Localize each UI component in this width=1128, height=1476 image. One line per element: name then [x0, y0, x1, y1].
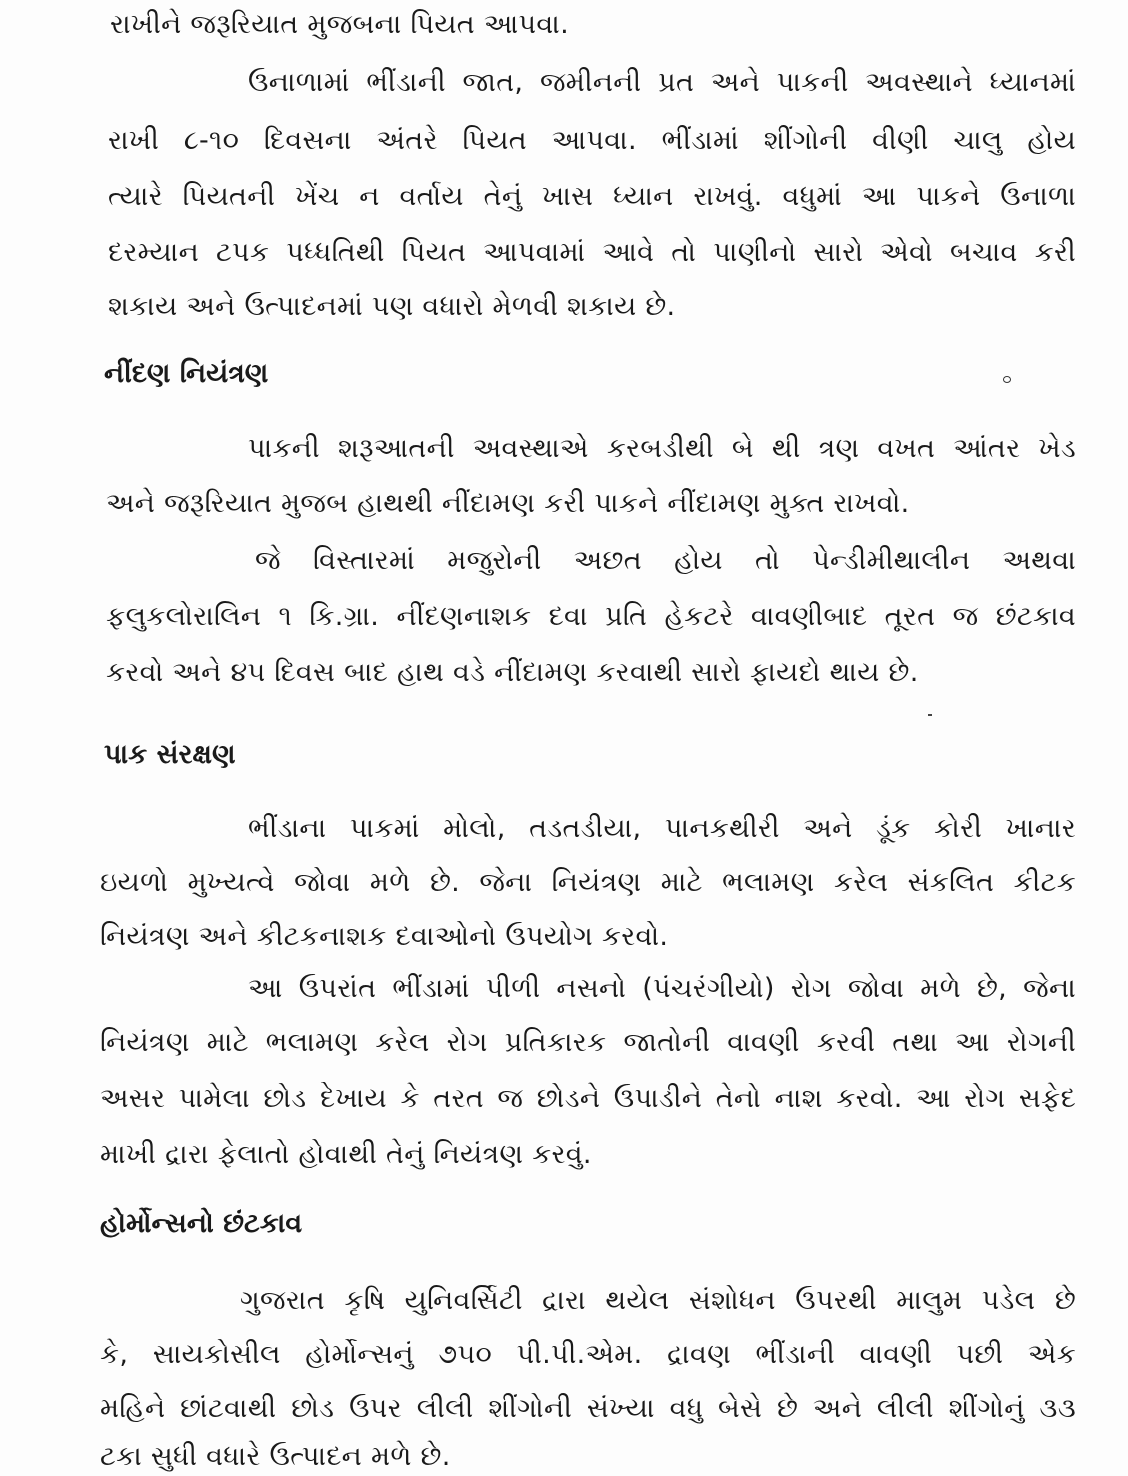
text-line: ગુજરાત કૃષિ યુનિવર્સિટી દ્રારા થયેલ સંશોધન ઉપરથી માલુમ પડેલ છે	[240, 1285, 1076, 1316]
scan-speck	[928, 714, 932, 716]
text-line: રાખી ૮-૧૦ દિવસના અંતરે પિયત આપવા. ભીંડામાં શીંગોની વીણી ચાલુ હોય	[108, 125, 1076, 156]
text-line: પાકની શરૂઆતની અવસ્થાએ કરબડીથી બે થી ત્રણ વખત આંતર ખેડ	[248, 433, 1076, 464]
text-line: જે વિસ્તારમાં મજુરોની અછત હોય તો પેન્ડીમીથાલીન અથવા	[255, 545, 1076, 576]
text-line: ટકા સુધી વધારે ઉત્પાદન મળે છે.	[100, 1441, 451, 1472]
text-line: કરવો અને ૪૫ દિવસ બાદ હાથ વડે નીંદામણ કરવાથી સારો ફાયદો થાય છે.	[106, 657, 919, 688]
text-line: અને જરૂરિયાત મુજબ હાથથી નીંદામણ કરી પાકને નીંદામણ મુક્ત રાખવો.	[106, 488, 910, 519]
text-line: શકાય અને ઉત્પાદનમાં પણ વધારો મેળવી શકાય છે.	[108, 291, 676, 322]
text-line: ઇયળો મુખ્યત્વે જોવા મળે છે. જેના નિયંત્રણ માટે ભલામણ કરેલ સંકલિત કીટક	[100, 867, 1076, 898]
text-line: અસર પામેલા છોડ દેખાય કે તરત જ છોડને ઉપાડીને તેનો નાશ કરવો. આ રોગ સફેદ	[100, 1083, 1076, 1114]
text-line: નિયંત્રણ અને કીટકનાશક દવાઓનો ઉપયોગ કરવો.	[100, 921, 669, 952]
scan-speck	[1003, 376, 1011, 383]
section-heading: હોર્મોન્સનો છંટકાવ	[100, 1208, 303, 1239]
text-line: આ ઉપરાંત ભીંડામાં પીળી નસનો (પંચરંગીયો) રોગ જોવા મળે છે, જેના	[248, 973, 1076, 1004]
text-line: દરમ્યાન ટપક પધ્ધતિથી પિયત આપવામાં આવે તો પાણીનો સારો એવો બચાવ કરી	[108, 237, 1076, 268]
text-line: ફલુકલોરાલિન ૧ કિ.ગ્રા. નીંદણનાશક દવા પ્રતિ હેકટરે વાવણીબાદ તૂરત જ છંટકાવ	[106, 601, 1076, 632]
section-heading: નીંદણ નિયંત્રણ	[104, 358, 269, 389]
text-line: ત્યારે પિયતની ખેંચ ન વર્તાય તેનું ખાસ ધ્યાન રાખવું. વધુમાં આ પાકને ઉનાળા	[108, 181, 1076, 212]
text-line: માખી દ્રારા ફેલાતો હોવાથી તેનું નિયંત્રણ કરવું.	[100, 1139, 592, 1170]
section-heading: પાક સંરક્ષણ	[104, 739, 236, 770]
text-line: ઉનાળામાં ભીંડાની જાત, જમીનની પ્રત અને પાકની અવસ્થાને ધ્યાનમાં	[248, 67, 1076, 98]
text-line: નિયંત્રણ માટે ભલામણ કરેલ રોગ પ્રતિકારક જાતોની વાવણી કરવી તથા આ રોગની	[100, 1027, 1076, 1058]
text-line: રાખીને જરૂરિયાત મુજબના પિયત આપવા.	[110, 9, 569, 40]
text-line: ભીંડાના પાકમાં મોલો, તડતડીયા, પાનકથીરી અને ડૂંક કોરી ખાનાર	[248, 813, 1076, 844]
text-line: કે, સાયકોસીલ હોર્મોન્સનું ૭૫૦ પી.પી.એમ. દ્રાવણ ભીંડાની વાવણી પછી એક	[100, 1339, 1076, 1370]
text-line: મહિને છાંટવાથી છોડ ઉપર લીલી શીંગોની સંખ્યા વધુ બેસે છે અને લીલી શીંગોનું ૩૩	[100, 1393, 1076, 1424]
